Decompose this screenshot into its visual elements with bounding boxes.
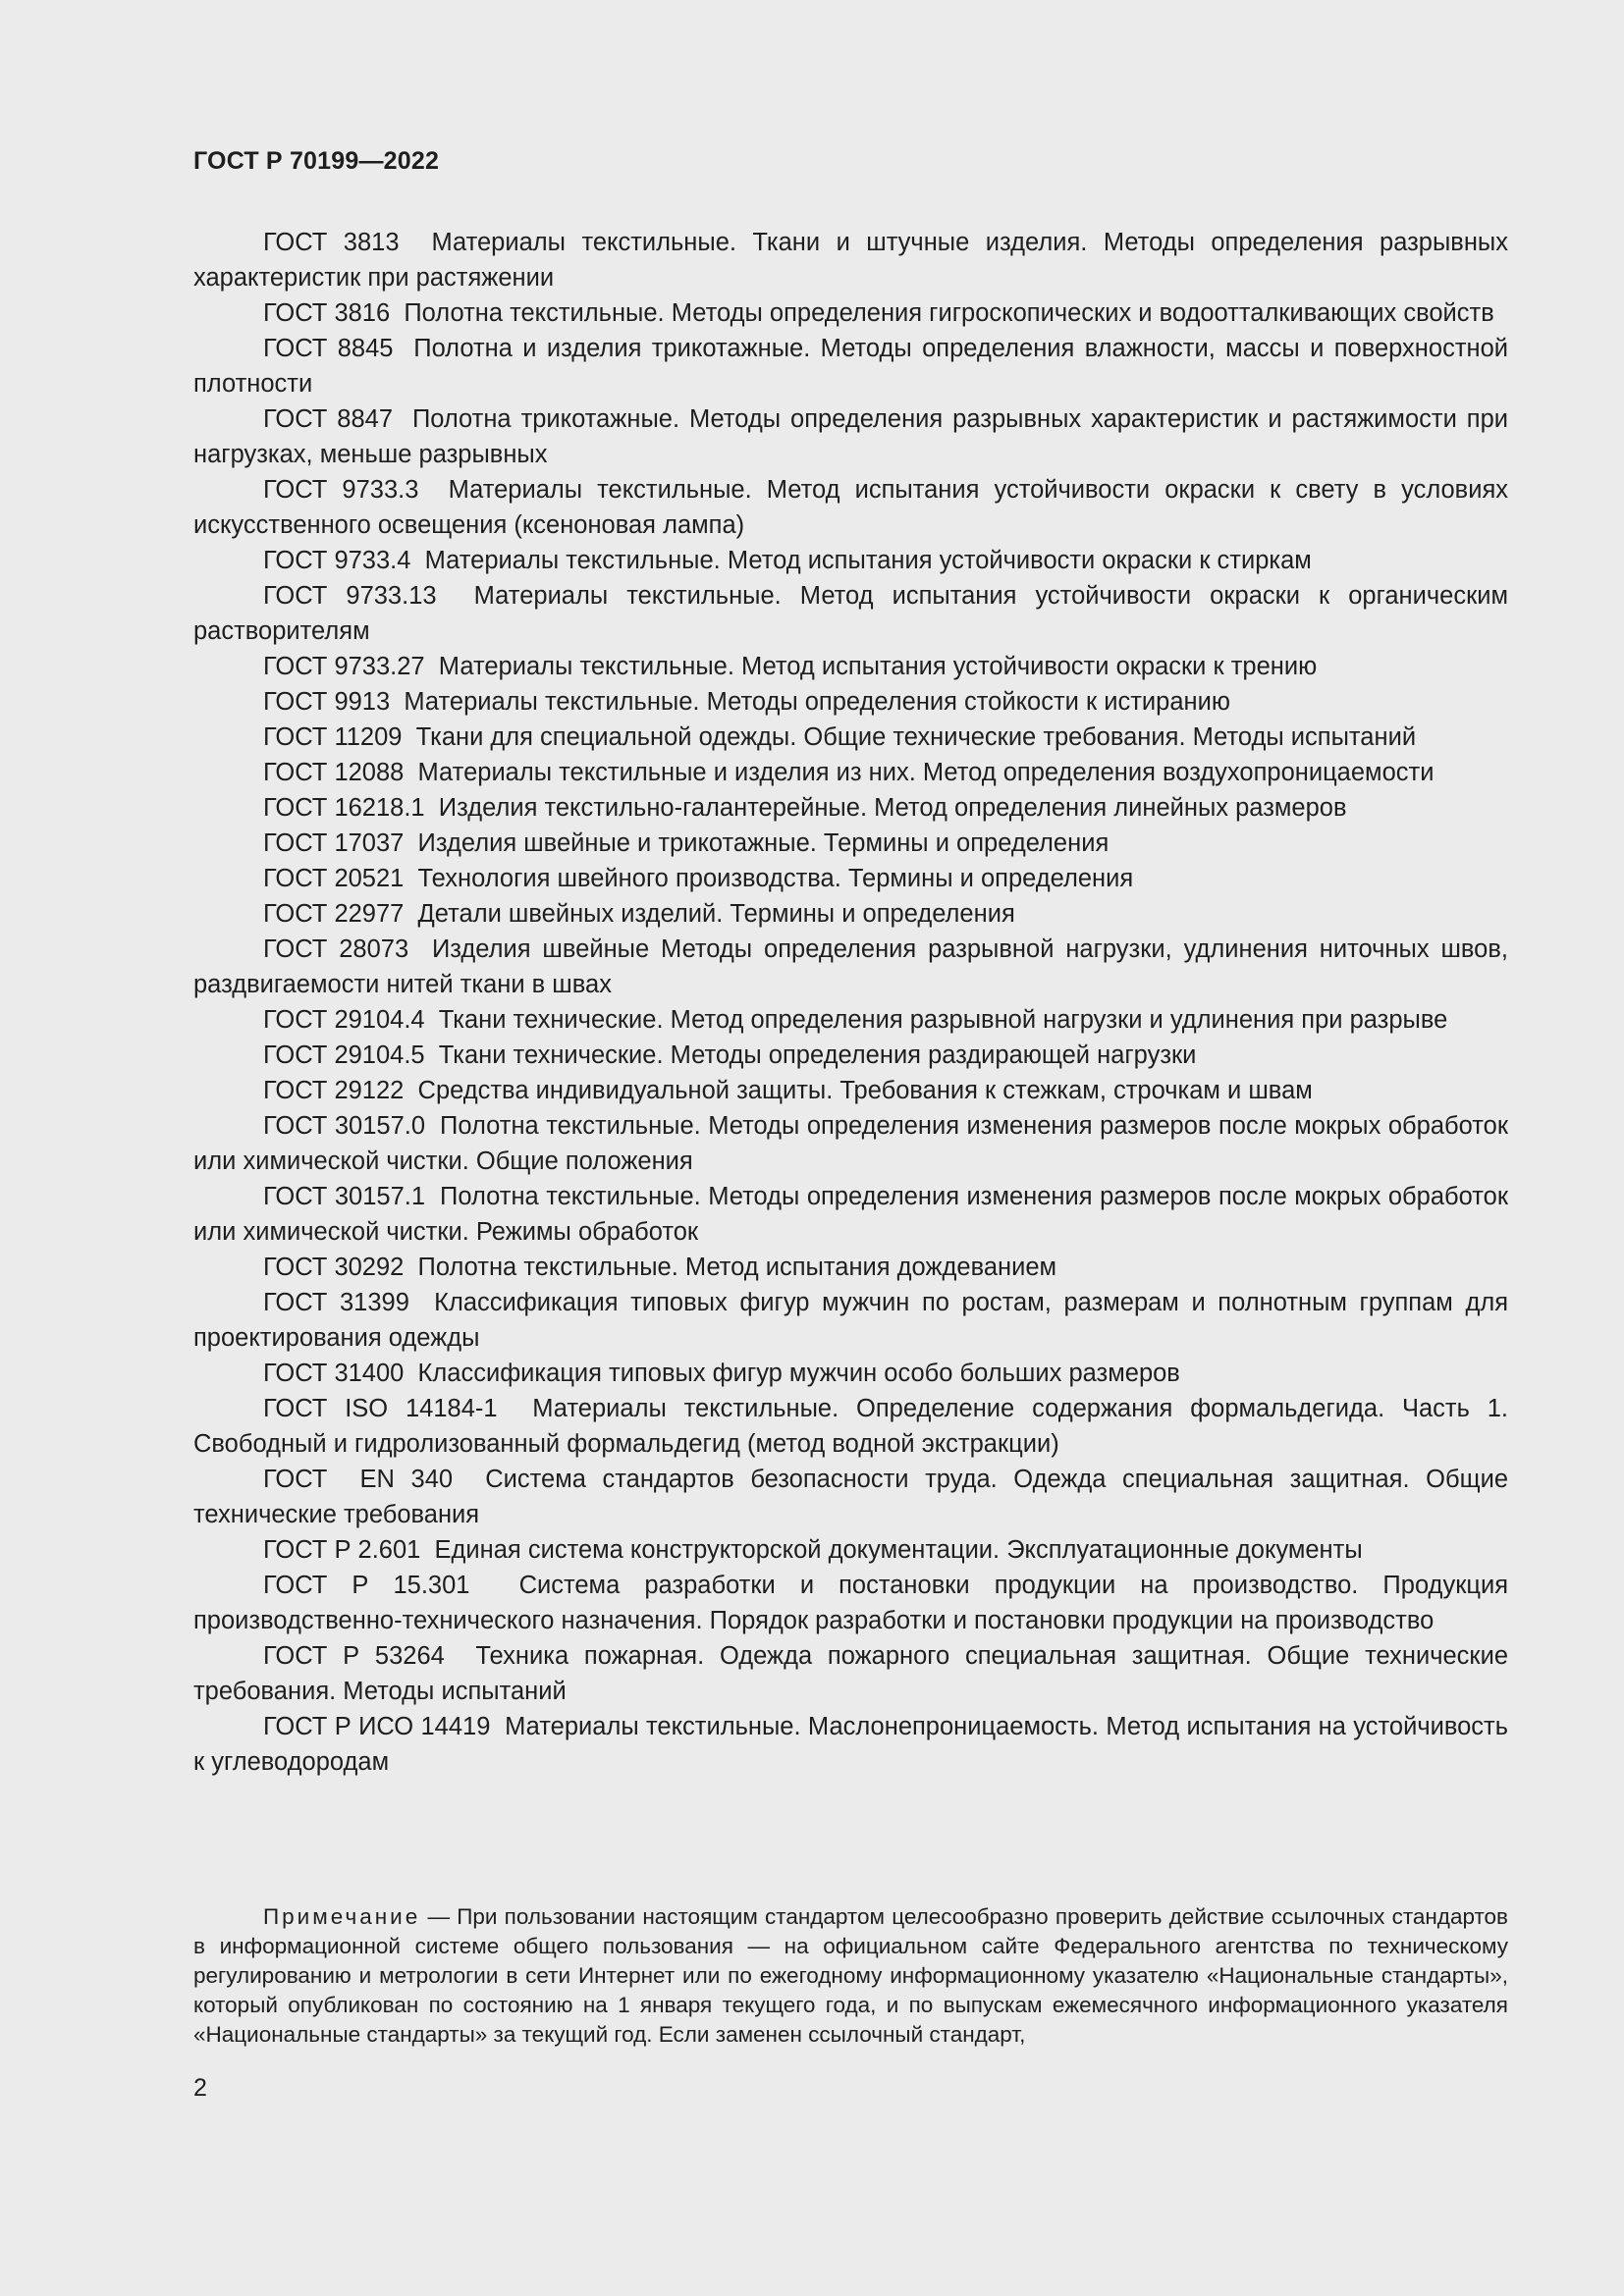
- reference-code: ГОСТ 8847: [263, 405, 394, 433]
- reference-title: Полотна текстильные. Методы определения гигроскопических и водоотталкивающих свойств: [404, 299, 1494, 327]
- reference-title: Техника пожарная. Одежда пожарного специальная защитная. Общие технические требования. Методы испытаний: [193, 1642, 1509, 1705]
- reference-code: ГОСТ ISO 14184-1: [263, 1395, 498, 1422]
- reference-code: ГОСТ 9733.13: [263, 582, 437, 610]
- reference-item: [193, 1532, 1508, 1568]
- reference-item: [193, 1462, 1508, 1532]
- reference-code: ГОСТ 17037: [263, 829, 405, 857]
- note-label: Примечание: [263, 1904, 421, 1929]
- reference-code: ГОСТ 3816: [263, 299, 391, 327]
- reference-code: ГОСТ 30157.0: [263, 1112, 426, 1140]
- reference-title: Ткани для специальной одежды. Общие технические требования. Методы испытаний: [415, 723, 1417, 751]
- reference-title: Ткани технические. Методы определения раздирающей нагрузки: [438, 1041, 1197, 1069]
- note-paragraph: [193, 1902, 1508, 2050]
- reference-title: Материалы текстильные. Метод испытания устойчивости окраски к стиркам: [424, 547, 1312, 574]
- reference-title: Материалы текстильные. Маслонепроницаемость. Метод испытания на устойчивость к углеводородам: [193, 1713, 1509, 1776]
- reference-item: [193, 295, 1508, 331]
- reference-item: [193, 826, 1508, 861]
- reference-title: Система стандартов безопасности труда. Одежда специальная защитная. Общие технические требования: [193, 1466, 1509, 1528]
- reference-item: [193, 1391, 1508, 1462]
- reference-item: [193, 1568, 1508, 1638]
- reference-title: Материалы текстильные и изделия из них. Метод определения воздухопроницаемости: [417, 759, 1435, 786]
- reference-title: Система разработки и постановки продукции на производство. Продукция производственно-технического назначения. Порядок разработки и постановки продукции на производство: [193, 1572, 1509, 1634]
- reference-code: ГОСТ 20521: [263, 865, 405, 892]
- reference-code: ГОСТ 29122: [263, 1077, 405, 1104]
- reference-code: ГОСТ Р 53264: [263, 1642, 445, 1670]
- reference-code: ГОСТ 28073: [263, 935, 409, 963]
- reference-item: [193, 472, 1508, 543]
- reference-title: Ткани технические. Метод определения разрывной нагрузки и удлинения при разрыве: [438, 1006, 1448, 1034]
- reference-item: [193, 1179, 1508, 1250]
- reference-item: [193, 1002, 1508, 1038]
- reference-code: ГОСТ 30292: [263, 1254, 405, 1281]
- reference-item: [193, 225, 1508, 295]
- reference-title: Материалы текстильные. Методы определения стойкости к истиранию: [404, 688, 1230, 716]
- reference-title: Полотна трикотажные. Методы определения разрывных характеристик и растяжимости при нагрузках, меньше разрывных: [193, 405, 1508, 468]
- reference-code: ГОСТ 29104.4: [263, 1006, 425, 1034]
- reference-code: ГОСТ 9913: [263, 688, 391, 716]
- reference-title: Классификация типовых фигур мужчин по ростам, размерам и полнотным группам для проектирования одежды: [193, 1289, 1509, 1352]
- reference-item: [193, 755, 1508, 790]
- reference-title: Единая система конструкторской документации. Эксплуатационные документы: [434, 1536, 1363, 1564]
- reference-code: ГОСТ EN 340: [263, 1466, 454, 1493]
- reference-item: [193, 1108, 1508, 1179]
- reference-item: [193, 1038, 1508, 1073]
- reference-title: Детали швейных изделий. Термины и определения: [417, 900, 1015, 928]
- reference-title: Полотна текстильные. Методы определения изменения размеров после мокрых обработок или химической чистки. Общие положения: [193, 1112, 1508, 1175]
- reference-code: ГОСТ 30157.1: [263, 1183, 426, 1210]
- reference-item: [193, 1638, 1508, 1709]
- reference-title: Материалы текстильные. Ткани и штучные изделия. Методы определения разрывных характеристик при растяжении: [193, 229, 1509, 292]
- reference-item: [193, 578, 1508, 649]
- reference-code: ГОСТ 11209: [263, 723, 403, 751]
- reference-title: Изделия текстильно-галантерейные. Метод определения линейных размеров: [438, 794, 1347, 822]
- reference-item: [193, 684, 1508, 720]
- note-text: — При пользовании настоящим стандартом целесообразно проверить действие ссылочных стандартов в информационной системе общего пользования — на официальном сайте Федерального агентства по техническому регулированию и метрологии в сети Интернет или по ежегодному информационному указателю «Национальные стандарты», который опубликован по состоянию на 1 января текущего года, и по выпускам ежемесячного информационного указателя «Национальные стандарты» за текущий год. Если заменен ссылочный стандарт,: [193, 1904, 1508, 2047]
- reference-code: ГОСТ Р 15.301: [263, 1572, 470, 1599]
- reference-item: [193, 649, 1508, 684]
- reference-item: [193, 896, 1508, 932]
- reference-item: [193, 401, 1508, 472]
- page-number: 2: [193, 2074, 207, 2102]
- reference-code: ГОСТ 9733.3: [263, 476, 419, 504]
- reference-title: Полотна текстильные. Метод испытания дождеванием: [417, 1254, 1057, 1281]
- normative-references-list: [193, 225, 1508, 1780]
- reference-code: ГОСТ Р 2.601: [263, 1536, 421, 1564]
- reference-item: [193, 720, 1508, 755]
- reference-code: ГОСТ 31399: [263, 1289, 409, 1316]
- reference-code: ГОСТ 22977: [263, 900, 405, 928]
- reference-item: [193, 1073, 1508, 1108]
- reference-item: [193, 1250, 1508, 1285]
- reference-code: ГОСТ 29104.5: [263, 1041, 425, 1069]
- reference-code: ГОСТ 8845: [263, 335, 394, 362]
- reference-code: ГОСТ 9733.4: [263, 547, 411, 574]
- reference-title: Материалы текстильные. Метод испытания устойчивости окраски к трению: [438, 653, 1318, 680]
- reference-item: [193, 932, 1508, 1002]
- reference-item: [193, 861, 1508, 896]
- reference-item: [193, 331, 1508, 401]
- reference-title: Изделия швейные и трикотажные. Термины и определения: [417, 829, 1110, 857]
- reference-code: ГОСТ 31400: [263, 1360, 405, 1387]
- reference-code: ГОСТ 12088: [263, 759, 405, 786]
- reference-code: ГОСТ 16218.1: [263, 794, 425, 822]
- reference-item: [193, 1285, 1508, 1356]
- reference-title: Материалы текстильные. Метод испытания устойчивости окраски к свету в условиях искусственного освещения (ксеноновая лампа): [193, 476, 1509, 539]
- reference-title: Полотна и изделия трикотажные. Методы определения влажности, массы и поверхностной плотности: [193, 335, 1509, 398]
- reference-title: Классификация типовых фигур мужчин особо больших размеров: [417, 1360, 1180, 1387]
- reference-item: [193, 1709, 1508, 1780]
- reference-code: ГОСТ 9733.27: [263, 653, 425, 680]
- reference-title: Изделия швейные Методы определения разрывной нагрузки, удлинения ниточных швов, раздвигаемости нитей ткани в швах: [193, 935, 1508, 998]
- reference-item: [193, 1356, 1508, 1391]
- reference-item: [193, 543, 1508, 578]
- reference-title: Материалы текстильные. Метод испытания устойчивости окраски к органическим растворителям: [193, 582, 1509, 645]
- reference-title: Полотна текстильные. Методы определения изменения размеров после мокрых обработок или химической чистки. Режимы обработок: [193, 1183, 1508, 1246]
- reference-title: Средства индивидуальной защиты. Требования к стежкам, строчкам и швам: [417, 1077, 1313, 1104]
- reference-title: Материалы текстильные. Определение содержания формальдегида. Часть 1. Свободный и гидролизованный формальдегид (метод водной экстракции): [193, 1395, 1509, 1458]
- reference-code: ГОСТ Р ИСО 14419: [263, 1713, 491, 1740]
- reference-item: [193, 790, 1508, 826]
- reference-title: Технология швейного производства. Термины и определения: [417, 865, 1134, 892]
- reference-code: ГОСТ 3813: [263, 229, 400, 256]
- document-header: ГОСТ Р 70199—2022: [193, 147, 440, 175]
